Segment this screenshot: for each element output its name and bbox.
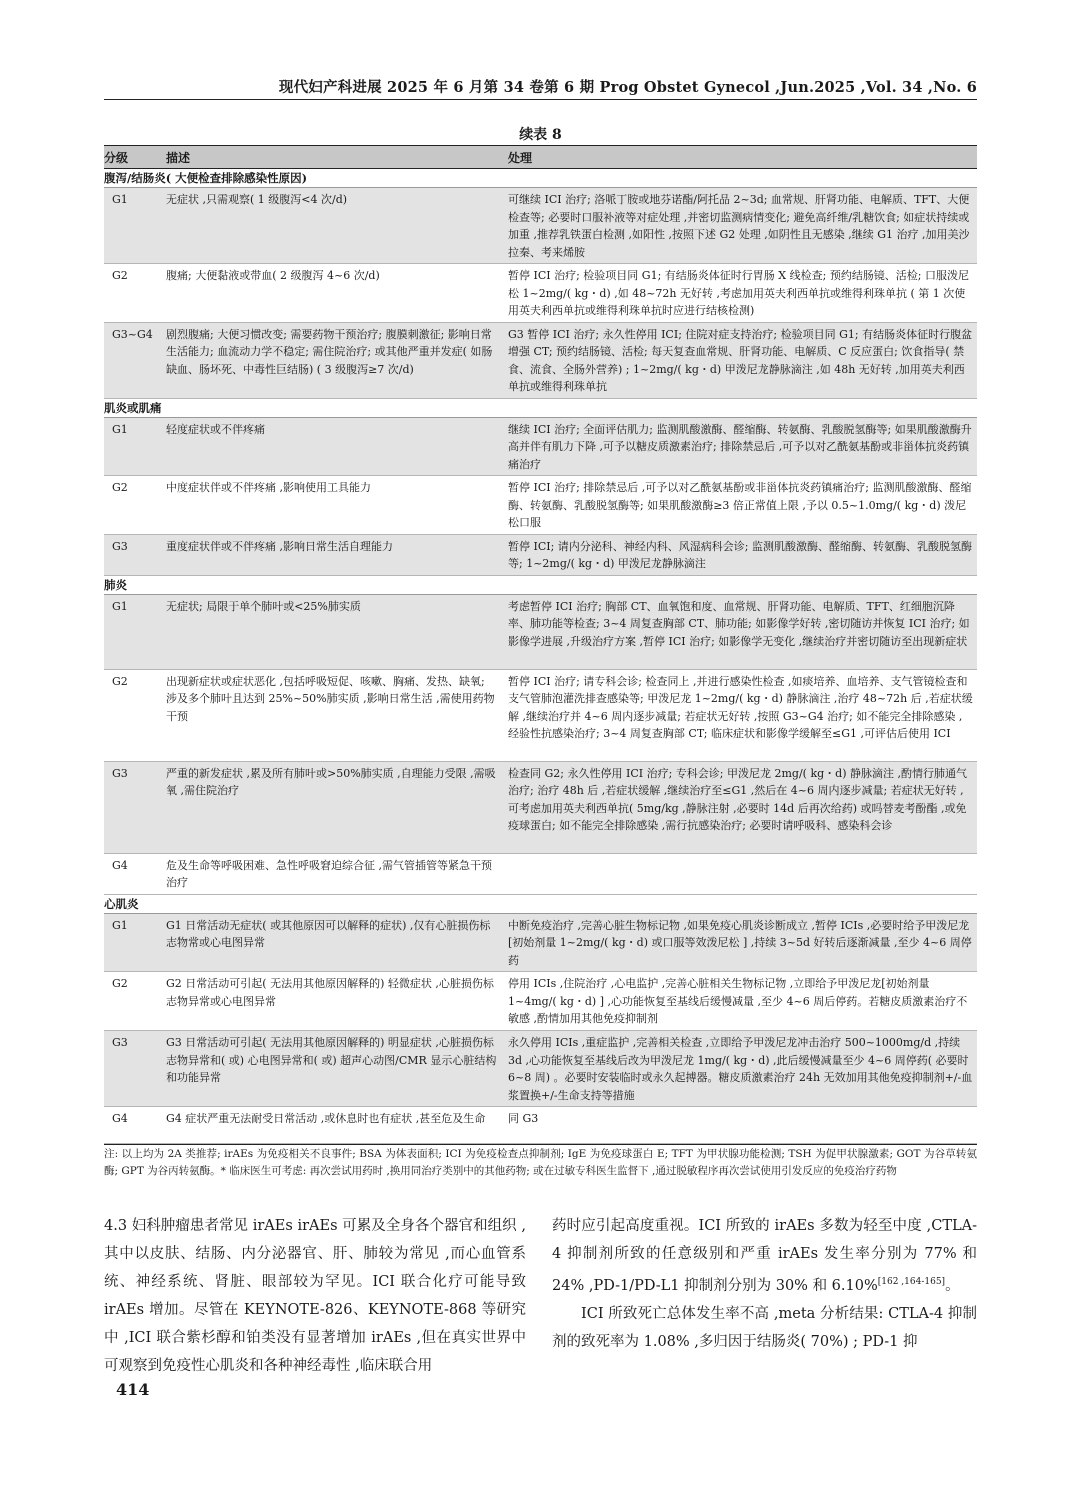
cell-treatment: 暂停 ICI 治疗; 排除禁忌后 ,可予以对乙酰氨基酚或非甾体抗炎药镇痛治疗; 监测肌酸激酶、醛缩酶、转氨酶、乳酸脱氢酶等; 如果肌酸激酶≥3 倍正常值上限 ,予以 0.5~1.0mg/( kg・d) 泼尼松口服 xyxy=(508,481,972,529)
cell-description: 剧烈腹痛; 大便习惯改变; 需要药物干预治疗; 腹膜刺激征; 影响日常生活能力; 血流动力学不稳定; 需住院治疗; 或其他严重并发症( 如肠缺血、肠坏死、中毒性巨结肠) ( 3 级腹泻≥7 次/d) xyxy=(166,327,493,376)
cell-treatment: 继续 ICI 治疗; 全面评估肌力; 监测肌酸激酶、醛缩酶、转氨酶、乳酸脱氢酶等; 如果肌酸激酶升高并伴有肌力下降 ,可予以糖皮质激素治疗; 排除禁忌后 ,可予以对乙酰氨基酚或非甾体抗炎药镇痛治疗 xyxy=(508,422,972,471)
table-row xyxy=(104,418,977,477)
cell-description: G4 症状严重无法耐受日常活动 ,或休息时也有症状 ,甚至危及生命 xyxy=(166,1112,486,1125)
cell-description: 轻度症状或不伴疼痛 xyxy=(166,422,265,436)
column-header-grade: 分级 xyxy=(104,150,129,165)
cell-treatment: 暂停 ICI; 请内分泌科、神经内科、风湿病科会诊; 监测肌酸激酶、醛缩酶、转氨酶、乳酸脱氢酶等; 1~2mg/( kg・d) 甲泼尼龙静脉滴注 xyxy=(508,539,973,570)
section-heading: 心肌炎 xyxy=(104,895,977,914)
cell-description: 危及生命等呼吸困难、急性呼吸窘迫综合征 ,需气管插管等紧急干预治疗 xyxy=(166,858,492,889)
cell-treatment: 同 G3 xyxy=(508,1112,539,1125)
cell-grade: G4 xyxy=(112,858,128,872)
table-row xyxy=(104,535,977,576)
cell-grade: G3 xyxy=(112,539,128,553)
cell-treatment: 停用 ICIs ,住院治疗 ,心电监护 ,完善心脏相关生物标记物 ,立即给予甲泼尼龙[初始剂量 1~4mg/( kg・d) ] ,心功能恢复至基线后缓慢减量 ,至少 4~6 周后停药。若糖皮质激素治疗不敏感 ,酌情加用其他免疫抑制剂 xyxy=(508,977,968,1025)
cell-description: 无症状; 局限于单个肺叶或<25%肺实质 xyxy=(166,599,361,613)
cell-grade: G4 xyxy=(112,1112,128,1125)
cell-treatment xyxy=(508,857,977,892)
table-note: 注: 以上均为 2A 类推荐; irAEs 为免疫相关不良事件; BSA 为体表面积; ICI 为免疫检查点抑制剂; IgE 为免疫球蛋白 E; TFT 为甲状腺功能检测; TSH 为促甲状腺激素; GOT 为谷草转氨酶; GPT 为谷丙转氨酶。* 临床医生可考虑: 再次尝试用药时 ,换用同治疗类别中的其他药物; 或在过敏专科医生监督下 ,通过脱敏程序再次尝试使用引发反应的免疫治疗药物 xyxy=(104,1148,977,1177)
table-row xyxy=(104,972,977,1031)
cell-treatment: 永久停用 ICIs ,重症监护 ,完善相关检查 ,立即给予甲泼尼龙冲击治疗 500~1000mg/d ,持续 3d ,心功能恢复至基线后改为甲泼尼龙 1mg/( kg・d) ,此后缓慢减量至少 4~6 周停药( 必要时 6~8 周) 。必要时安装临时或永久起搏器。糖皮质激素治疗 24h 无效加用其他免疫抑制剂+/-血浆置换+/-生命支持等措施 xyxy=(508,1036,973,1102)
table-caption: 续表 8 xyxy=(519,127,562,143)
table-row xyxy=(104,762,977,854)
section-heading: 腹泻/结肠炎( 大便检查排除感染性原因) xyxy=(104,169,977,188)
cell-description: 中度症状伴或不伴疼痛 ,影响使用工具能力 xyxy=(166,481,371,494)
cell-treatment: 检查同 G2; 永久性停用 ICI 治疗; 专科会诊; 甲泼尼龙 2mg/( kg・d) 静脉滴注 ,酌情行肺通气治疗; 治疗 48h 后 ,若症状缓解 ,继续治疗至≤G1 ,然后在 4~6 周内逐步减量; 若症状无好转 ,可考虑加用英夫利西单抗( 5mg/kg ,静脉注射 ,必要时 14d 后再次给药) 或吗替麦考酚酯 ,或免疫球蛋白; 如不能完全排除感染 ,需行抗感染治疗; 必要时请呼吸科、感染科会诊 xyxy=(508,766,967,832)
body-text-right xyxy=(552,1212,977,1356)
body-paragraph: 药时应引起高度重视。ICI 所致的 irAEs 多数为轻至中度 ,CTLA-4 抑制剂所致的任意级别和严重 irAEs 发生率分别为 77% 和 24% ,PD-1/PD-L1 抑制剂分别为 30% 和 6.10%[162 ,164-165]。 xyxy=(552,1218,977,1294)
cell-grade: G1 xyxy=(112,918,128,932)
cell-grade: G1 xyxy=(112,422,128,436)
cell-treatment: 暂停 ICI 治疗; 请专科会诊; 检查同上 ,并进行感染性检查 ,如痰培养、血培养、支气管镜检查和支气管肺泡灌洗排查感染等; 甲泼尼龙 1~2mg/( kg・d) 静脉滴注 ,治疗 48~72h 后 ,若症状缓解 ,继续治疗并 4~6 周内逐步减量; 若症状无好转 ,按照 G3~G4 治疗; 如不能完全排除感染 ,经验性抗感染治疗; 3~4 周复查胸部 CT; 临床症状和影像学缓解至≤G1 ,可评估后使用 ICI xyxy=(508,674,973,740)
cell-description: 出现新症状或症状恶化 ,包括呼吸短促、咳嗽、胸痛、发热、缺氧; 涉及多个肺叶且达到 25%~50%肺实质 ,影响日常生活 ,需使用药物干预 xyxy=(166,674,495,723)
table-row xyxy=(104,323,977,399)
cell-description: 严重的新发症状 ,累及所有肺叶或>50%肺实质 ,自理能力受限 ,需吸氧 ,需住院治疗 xyxy=(166,766,496,797)
cell-grade: G2 xyxy=(112,269,128,282)
cell-description: G3 日常活动可引起( 无法用其他原因解释的) 明显症状 ,心脏损伤标志物异常和( 或) 心电图异常和( 或) 超声心动图/CMR 显示心脏结构和功能异常 xyxy=(166,1036,497,1084)
cell-description: 重度症状伴或不伴疼痛 ,影响日常生活自理能力 xyxy=(166,539,393,553)
table-row xyxy=(104,264,977,323)
cell-grade: G3 xyxy=(112,766,128,780)
cell-grade: G3 xyxy=(112,1036,128,1049)
table-row xyxy=(104,1107,977,1144)
cell-treatment: 考虑暂停 ICI 治疗; 胸部 CT、血氧饱和度、血常规、肝肾功能、电解质、TFT、红细胞沉降率、肺功能等检查; 3~4 周复查胸部 CT、肺功能; 如影像学好转 ,密切随访并恢复 ICI 治疗; 如影像学进展 ,升级治疗方案 ,暂停 ICI 治疗; 如影像学无变化 ,继续治疗并密切随访至出现新症状 xyxy=(508,599,970,648)
table-row xyxy=(104,476,977,535)
citation: [162 ,164-165] xyxy=(877,1277,946,1287)
table-row xyxy=(104,854,977,895)
cell-description: G2 日常活动可引起( 无法用其他原因解释的) 轻微症状 ,心脏损伤标志物异常或心电图异常 xyxy=(166,977,494,1008)
table-row xyxy=(104,914,977,973)
body-text-left xyxy=(104,1212,526,1380)
table xyxy=(104,145,977,1145)
cell-treatment: G3 暂停 ICI 治疗; 永久性停用 ICI; 住院对症支持治疗; 检验项目同 G1; 有结肠炎体征时行腹盆增强 CT; 预约结肠镜、活检; 每天复查血常规、肝肾功能、电解质、C 反应蛋白; 饮食指导( 禁食、流食、全肠外营养) ; 1~2mg/( kg・d) 甲泼尼龙静脉滴注 ,如 48h 无好转 ,加用英夫利西单抗或维得利珠单抗 xyxy=(508,327,973,393)
cell-description: 腹痛; 大便黏液或带血( 2 级腹泻 4~6 次/d) xyxy=(166,269,380,282)
column-header-description: 描述 xyxy=(166,150,191,165)
page-number: 414 xyxy=(116,1380,150,1399)
cell-grade: G2 xyxy=(112,674,128,688)
cell-grade: G2 xyxy=(112,481,128,494)
cell-grade: G2 xyxy=(112,977,128,990)
column-header-treatment: 处理 xyxy=(508,150,533,165)
journal-page xyxy=(104,0,977,1491)
cell-grade: G1 xyxy=(112,193,128,206)
section-heading: 肺炎 xyxy=(104,576,977,595)
table-row xyxy=(104,1031,977,1107)
section-heading: 肌炎或肌痛 xyxy=(104,399,977,418)
table-row xyxy=(104,188,977,264)
cell-description: 无症状 ,只需观察( 1 级腹泻<4 次/d) xyxy=(166,193,348,206)
cell-description: G1 日常活动无症状( 或其他原因可以解释的症状) ,仅有心脏损伤标志物常或心电图异常 xyxy=(166,918,491,949)
cell-grade: G3~G4 xyxy=(112,327,153,341)
cell-grade: G1 xyxy=(112,599,128,613)
cell-treatment: 可继续 ICI 治疗; 洛哌丁胺或地芬诺酯/阿托品 2~3d; 血常规、肝肾功能、电解质、TFT、大便检查等; 必要时口服补液等对症处理 ,并密切监测病情变化; 避免高纤维/乳糖饮食; 如症状持续或加重 ,推荐乳铁蛋白检测 ,如阳性 ,按照下述 G2 处理 ,如阴性且无感染 ,继续 G1 治疗 ,加用美沙拉秦、考来烯胺 xyxy=(508,193,970,259)
table-row xyxy=(104,595,977,670)
cell-treatment: 暂停 ICI 治疗; 检验项目同 G1; 有结肠炎体征时行胃肠 X 线检查; 预约结肠镜、活检; 口服泼尼松 1~2mg/( kg・d) ,如 48~72h 无好转 ,考虑加用英夫利西单抗或维得利珠单抗 ( 第 1 次使用英夫利西单抗或维得利珠单抗时应进行结核检测) xyxy=(508,269,970,317)
table-header xyxy=(104,145,977,169)
cell-treatment: 中断免疫治疗 ,完善心脏生物标记物 ,如果免疫心肌炎诊断成立 ,暂停 ICIs ,必要时给予甲泼尼龙 [初始剂量 1~2mg/( kg・d) 或口服等效泼尼松 ] ,持续 3~5d 好转后逐渐减量 ,至少 4~6 周停药 xyxy=(508,918,972,967)
header-rule xyxy=(104,99,977,100)
table-body xyxy=(104,169,977,1145)
running-header: 现代妇产科进展 2025 年 6 月第 34 卷第 6 期 Prog Obstet Gynecol ,Jun.2025 ,Vol. 34 ,No. 6 xyxy=(278,79,977,96)
body-paragraph: 4.3 妇科肿瘤患者常见 irAEs irAEs 可累及全身各个器官和组织 ,其中以皮肤、结肠、内分泌器官、肝、肺较为常见 ,而心血管系统、神经系统、肾脏、眼部较为罕见。ICI 联合化疗可能导致 irAEs 增加。尽管在 KEYNOTE-826、KEYNOTE-868 等研究中 ,ICI 联合紫杉醇和铂类没有显著增加 irAEs ,但在真实世界中可观察到免疫性心肌炎和各种神经毒性 ,临床联合用 xyxy=(104,1218,526,1374)
table-bottom-rule xyxy=(104,1144,977,1145)
body-paragraph: ICI 所致死亡总体发生率不高 ,meta 分析结果: CTLA-4 抑制剂的致死率为 1.08% ,多归因于结肠炎( 70%) ; PD-1 抑 xyxy=(552,1305,977,1350)
table-row xyxy=(104,670,977,762)
